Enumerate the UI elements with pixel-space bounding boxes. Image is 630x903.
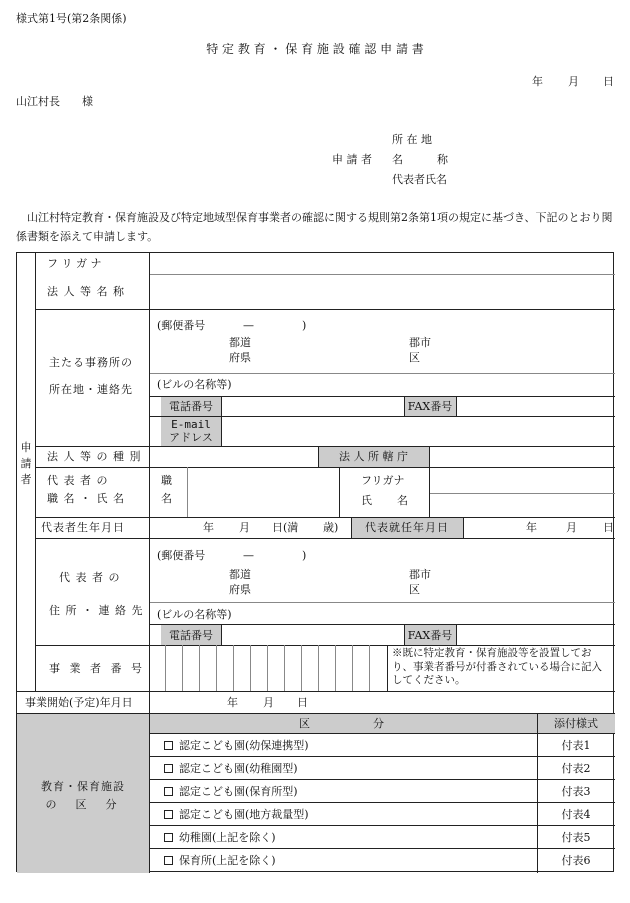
rep-fax-input[interactable] xyxy=(457,625,615,645)
city-a: 郡市 xyxy=(409,336,431,349)
business-number-input[interactable] xyxy=(150,646,387,691)
start-day: 日 xyxy=(603,521,614,534)
side-label-applicant: 申請者 xyxy=(20,441,32,486)
rep-start-label: 代表就任年月日 xyxy=(365,521,449,534)
location-label: 所 在 地 xyxy=(392,133,432,146)
business-number-label: 事 業 者 番 号 xyxy=(49,662,145,675)
birth-age: 歳) xyxy=(323,521,339,534)
rep-title-label-2: 職 名 ・ 氏 名 xyxy=(47,492,125,505)
sd-day: 日 xyxy=(297,696,308,709)
rep-phone-input[interactable] xyxy=(222,625,404,645)
representative-label: 代表者氏名 xyxy=(392,173,447,186)
furigana-input[interactable] xyxy=(150,254,615,274)
city2-a: 郡市 xyxy=(409,568,431,581)
shimei-a: 氏 xyxy=(361,494,372,507)
phone-label: 電話番号 xyxy=(169,400,213,413)
checkbox-icon[interactable] xyxy=(164,810,173,819)
facility-label-bg xyxy=(17,713,149,873)
postal2-label: (郵便番号 xyxy=(157,549,206,562)
facility-label-2: の 区 分 xyxy=(45,798,121,811)
shoku-label: 職 xyxy=(161,474,172,487)
phone2-label: 電話番号 xyxy=(169,629,213,642)
application-table xyxy=(16,252,614,872)
checkbox-icon[interactable] xyxy=(164,856,173,865)
sd-year: 年 xyxy=(227,696,238,709)
checkbox-icon[interactable] xyxy=(164,787,173,796)
date-day: 日 xyxy=(603,75,614,88)
facility-label-1: 教育・保育施設 xyxy=(41,780,125,793)
corp-type-label: 法 人 等 の 種 別 xyxy=(47,450,142,463)
attach-4: 付表4 xyxy=(561,808,591,821)
pref-a: 都道 xyxy=(229,336,251,349)
birth-month: 月 xyxy=(239,521,250,534)
office-label-2: 所在地・連絡先 xyxy=(49,383,133,396)
date-month: 月 xyxy=(568,75,579,88)
birth-day: 日(満 xyxy=(272,521,299,534)
corp-name-label: 法 人 等 名 称 xyxy=(47,285,125,298)
facility-option-4[interactable]: 認定こども園(地方裁量型) xyxy=(150,803,537,825)
building2-label: (ビルの名称等) xyxy=(157,608,232,621)
city-b: 区 xyxy=(409,351,420,364)
mei-label: 名 xyxy=(161,492,172,505)
building-label: (ビルの名称等) xyxy=(157,378,232,391)
form-number: 様式第1号(第2条関係) xyxy=(16,12,127,25)
email-label-2: アドレス xyxy=(169,431,213,444)
page-title: 特 定 教 育 ・ 保 育 施 設 確 認 申 請 書 xyxy=(206,42,424,56)
sd-month: 月 xyxy=(263,696,274,709)
rep-title-label-1: 代 表 者 の xyxy=(47,474,109,487)
applicant-label: 申 請 者 xyxy=(332,153,372,166)
pref-b: 府県 xyxy=(229,351,251,364)
corp-type-input[interactable] xyxy=(150,447,318,467)
intro-text: 山江村特定教育・保育施設及び特定地域型保育事業者の確認に関する規則第2条第1項の規定に基づき、下記のとおり関係書類を添えて申請します。 xyxy=(16,211,613,243)
facility-option-1[interactable]: 認定こども園(幼保連携型) xyxy=(150,734,537,756)
corp-name-input[interactable] xyxy=(150,275,615,309)
rep-name-input[interactable] xyxy=(430,468,615,517)
office-address-input[interactable] xyxy=(150,310,615,373)
attach-1: 付表1 xyxy=(561,739,591,752)
attach-2: 付表2 xyxy=(561,762,591,775)
category-header-a: 区 xyxy=(299,717,310,730)
furigana-label: フ リ ガ ナ xyxy=(47,257,102,270)
phone-input[interactable] xyxy=(222,397,404,416)
start-month: 月 xyxy=(566,521,577,534)
postal-close: ) xyxy=(302,319,307,332)
attach-6: 付表6 xyxy=(561,854,591,867)
pref2-b: 府県 xyxy=(229,583,251,596)
addressee: 山江村長 様 xyxy=(16,95,93,108)
email-label-1: E-mail xyxy=(171,418,211,431)
postal2-close: ) xyxy=(302,549,307,562)
pref2-a: 都道 xyxy=(229,568,251,581)
corp-office-label: 法 人 所 轄 庁 xyxy=(339,450,408,463)
facility-option-5[interactable]: 幼稚園(上記を除く) xyxy=(150,826,537,848)
start-date-label: 事業開始(予定)年月日 xyxy=(25,696,133,709)
name-label-b: 称 xyxy=(437,153,448,166)
rep-address-input[interactable] xyxy=(150,539,615,602)
postal-dash: — xyxy=(243,319,254,332)
start-year: 年 xyxy=(526,521,537,534)
furigana2-label: フリガナ xyxy=(361,474,405,487)
checkbox-icon[interactable] xyxy=(164,764,173,773)
fax-label: FAX番号 xyxy=(407,400,453,413)
corp-office-input[interactable] xyxy=(430,447,615,467)
rep-addr-label-2: 住 所 ・ 連 絡 先 xyxy=(49,604,144,617)
shimei-b: 名 xyxy=(397,494,408,507)
attach-3: 付表3 xyxy=(561,785,591,798)
checkbox-icon[interactable] xyxy=(164,741,173,750)
postal2-dash: — xyxy=(243,549,254,562)
category-header-bg xyxy=(149,713,537,733)
rep-birth-label: 代表者生年月日 xyxy=(41,521,125,534)
facility-option-2[interactable]: 認定こども園(幼稚園型) xyxy=(150,757,537,779)
date-year: 年 xyxy=(532,75,543,88)
name-label-a: 名 xyxy=(392,153,403,166)
rep-addr-label-1: 代 表 者 の xyxy=(59,571,121,584)
attach-header: 添付様式 xyxy=(554,717,598,730)
email-input[interactable] xyxy=(222,417,615,446)
business-number-note: ※既に特定教育・保育施設等を設置しており、事業者番号が付番されている場合に記入してください。 xyxy=(392,647,602,686)
facility-option-3[interactable]: 認定こども園(保育所型) xyxy=(150,780,537,802)
checkbox-icon[interactable] xyxy=(164,833,173,842)
start-date-input[interactable] xyxy=(150,692,615,713)
birth-year: 年 xyxy=(203,521,214,534)
category-header-b: 分 xyxy=(373,717,384,730)
office-label-1: 主たる事務所の xyxy=(49,356,133,369)
attach-5: 付表5 xyxy=(561,831,591,844)
facility-option-6[interactable]: 保育所(上記を除く) xyxy=(150,849,537,872)
fax2-label: FAX番号 xyxy=(407,629,453,642)
city2-b: 区 xyxy=(409,583,420,596)
postal-label: (郵便番号 xyxy=(157,319,206,332)
rep-title-input[interactable] xyxy=(188,468,339,517)
fax-input[interactable] xyxy=(457,397,615,416)
